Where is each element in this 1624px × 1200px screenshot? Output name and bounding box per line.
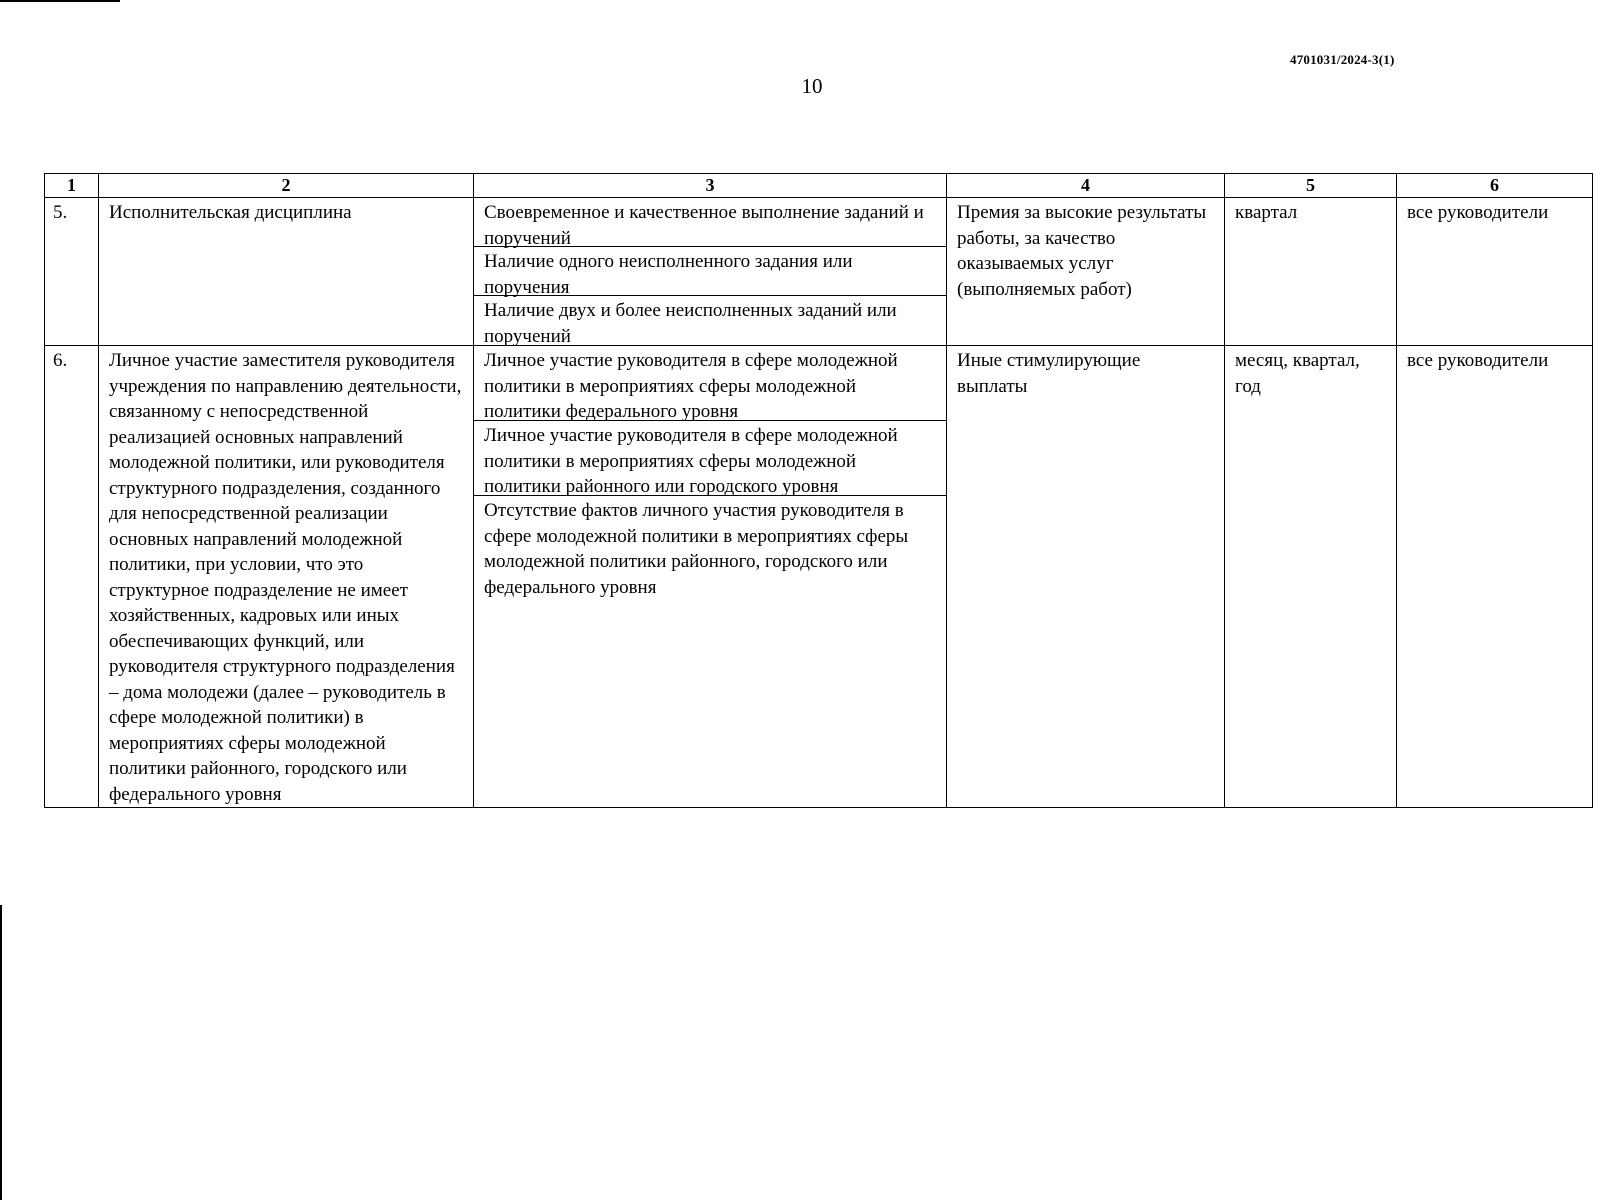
criterion-item: Наличие одного неисполненного задания или поручения [474, 247, 946, 296]
scan-edge-left [0, 905, 2, 1200]
criterion-item: Личное участие руководителя в сфере молодежной политики в мероприятиях сферы молодежной политики районного или городского уровня [474, 421, 946, 496]
indicator-cell: Личное участие заместителя руководителя учреждения по направлению деятельности, связанному с непосредственной реализацией основных направлений молодежной политики, или руководителя структурного подразделения, созданного для непосредственной реализации основных направлений молодежной политики, при условии, что это структурное подразделение не имеет хозяйственных, кадровых или иных обеспечивающих функций, или руководителя структурного подразделения – дома молодежи (далее – руководитель в сфере молодежной политики) в мероприятиях сферы молодежной политики районного, городского или федерального уровня [99, 346, 474, 808]
period-cell: квартал [1225, 198, 1397, 346]
main-table [44, 173, 1593, 808]
payment-type-cell: Премия за высокие результаты работы, за качество оказываемых услуг (выполняемых работ) [947, 198, 1225, 346]
payment-type-cell: Иные стимулирующие выплаты [947, 346, 1225, 808]
row-number: 5. [45, 198, 99, 346]
criterion-item: Своевременное и качественное выполнение заданий и поручений [474, 198, 946, 247]
document-code: 4701031/2024-3(1) [1290, 52, 1395, 67]
criterion-item: Отсутствие фактов личного участия руководителя в сфере молодежной политики в мероприятиях сферы молодежной политики районного, городского или федерального уровня [484, 500, 909, 598]
column-header: 2 [99, 174, 474, 198]
criterion-item: Личное участие руководителя в сфере молодежной политики в мероприятиях сферы молодежной политики федерального уровня [474, 346, 946, 421]
criteria-cell [474, 346, 947, 808]
indicator-cell: Исполнительская дисциплина [99, 198, 474, 346]
column-header: 3 [474, 174, 947, 198]
criterion-item: Наличие двух и более неисполненных заданий или поручений [484, 300, 897, 347]
page-number: 10 [801, 74, 823, 98]
scan-edge-top [0, 0, 120, 2]
row-number: 6. [45, 346, 99, 808]
applies-to-cell: все руководители [1397, 198, 1593, 346]
table-header-row [45, 174, 1593, 198]
applies-to-cell: все руководители [1397, 346, 1593, 808]
criteria-cell [474, 198, 947, 346]
column-header: 5 [1225, 174, 1397, 198]
column-header: 1 [45, 174, 99, 198]
table-row [45, 346, 1593, 808]
table-row [45, 198, 1593, 346]
column-header: 6 [1397, 174, 1593, 198]
period-cell: месяц, квартал, год [1225, 346, 1397, 808]
column-header: 4 [947, 174, 1225, 198]
